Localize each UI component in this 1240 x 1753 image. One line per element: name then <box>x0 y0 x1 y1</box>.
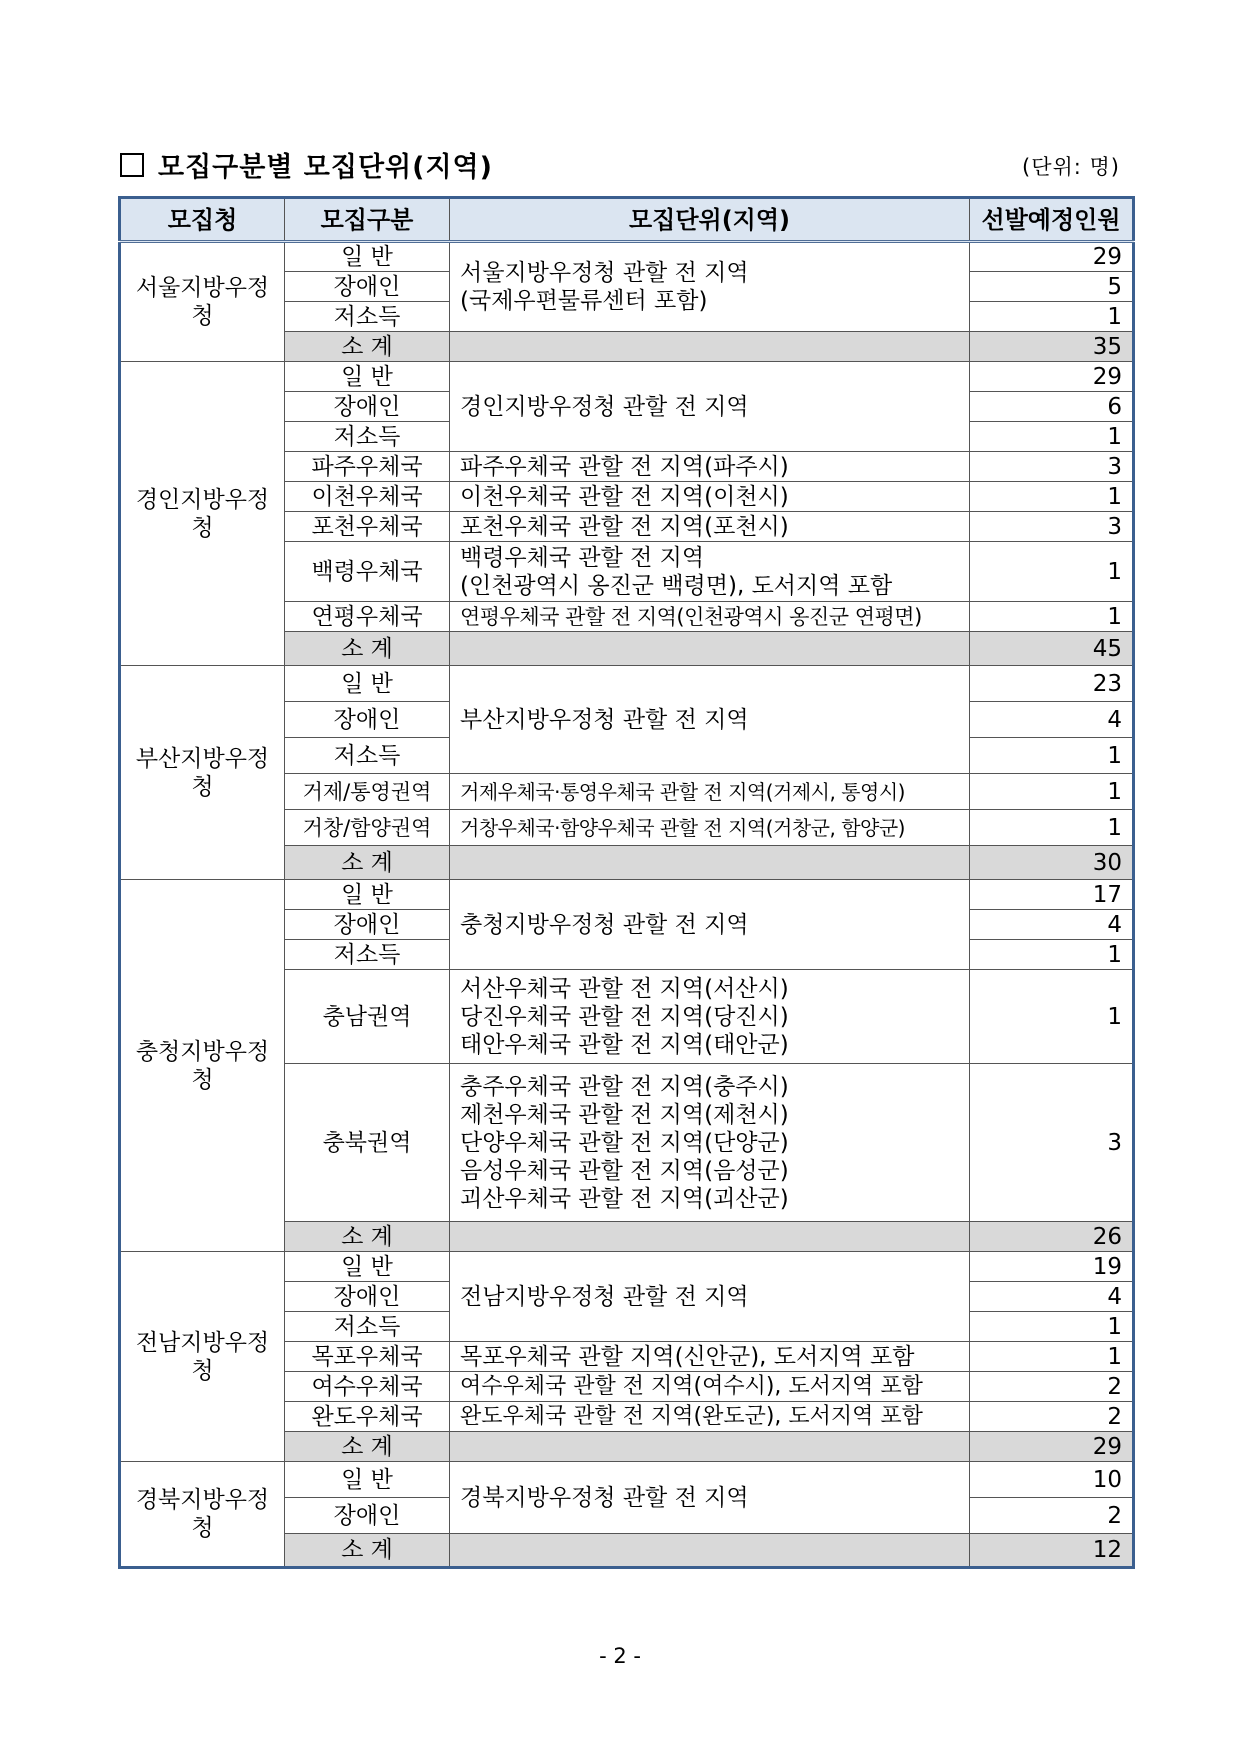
office-name: 전남지방우정청 <box>120 1252 285 1462</box>
category-cell: 장애인 <box>285 1282 450 1312</box>
subtotal-value: 12 <box>970 1534 1134 1568</box>
region-line: 태안우체국 관할 전 지역(태안군) <box>460 1031 789 1058</box>
quota-cell: 1 <box>970 482 1134 512</box>
quota-cell: 10 <box>970 1462 1134 1498</box>
page-number: - 2 - <box>599 1644 641 1668</box>
quota-cell: 3 <box>970 1064 1134 1222</box>
table-row <box>120 880 1134 910</box>
region-cell: 이천우체국 관할 전 지역(이천시) <box>450 482 970 512</box>
region-cell: 부산지방우정청 관할 전 지역 <box>450 666 970 774</box>
quota-cell: 1 <box>970 940 1134 970</box>
category-cell: 장애인 <box>285 392 450 422</box>
quota-cell: 1 <box>970 1342 1134 1372</box>
region-line: 괴산우체국 관할 전 지역(괴산군) <box>460 1185 789 1212</box>
region-line: 단양우체국 관할 전 지역(단양군) <box>460 1129 789 1156</box>
category-cell: 일 반 <box>285 362 450 392</box>
region-cell: 거창우체국·함양우체국 관할 전 지역(거창군, 함양군) <box>450 810 970 846</box>
header-office: 모집청 <box>120 198 285 242</box>
category-cell: 파주우체국 <box>285 452 450 482</box>
subtotal-label: 소 계 <box>285 1432 450 1462</box>
subtotal-label: 소 계 <box>285 632 450 666</box>
subtotal-blank <box>450 1432 970 1462</box>
office-name: 경북지방우정청 <box>120 1462 285 1568</box>
region-line: 제천우체국 관할 전 지역(제천시) <box>460 1101 789 1128</box>
region-cell: 목포우체국 관할 지역(신안군), 도서지역 포함 <box>450 1342 970 1372</box>
table-row <box>120 242 1134 272</box>
quota-cell: 29 <box>970 242 1134 272</box>
office-name: 충청지방우정청 <box>120 880 285 1252</box>
title-row <box>120 145 1120 185</box>
quota-cell: 3 <box>970 512 1134 542</box>
category-cell: 백령우체국 <box>285 542 450 602</box>
subtotal-label: 소 계 <box>285 332 450 362</box>
quota-cell: 4 <box>970 1282 1134 1312</box>
quota-cell: 1 <box>970 422 1134 452</box>
category-cell: 포천우체국 <box>285 512 450 542</box>
category-cell: 거제/통영권역 <box>285 774 450 810</box>
subtotal-blank <box>450 632 970 666</box>
subtotal-value: 30 <box>970 846 1134 880</box>
office-name: 경인지방우정청 <box>120 362 285 666</box>
category-cell: 충남권역 <box>285 970 450 1064</box>
quota-cell: 17 <box>970 880 1134 910</box>
office-name: 서울지방우정청 <box>120 242 285 362</box>
quota-cell: 3 <box>970 452 1134 482</box>
category-cell: 저소득 <box>285 940 450 970</box>
region-cell: 경북지방우정청 관할 전 지역 <box>450 1462 970 1534</box>
region-cell: 연평우체국 관할 전 지역(인천광역시 옹진군 연평면) <box>450 602 970 632</box>
quota-cell: 1 <box>970 542 1134 602</box>
category-cell: 이천우체국 <box>285 482 450 512</box>
region-cell <box>450 1064 970 1222</box>
region-cell <box>450 542 970 602</box>
table-row <box>120 1252 1134 1282</box>
region-cell: 완도우체국 관할 전 지역(완도군), 도서지역 포함 <box>450 1402 970 1432</box>
quota-cell: 5 <box>970 272 1134 302</box>
quota-cell: 1 <box>970 738 1134 774</box>
region-line: 음성우체국 관할 전 지역(음성군) <box>460 1157 789 1184</box>
office-name: 부산지방우정청 <box>120 666 285 880</box>
subtotal-label: 소 계 <box>285 846 450 880</box>
table-row <box>120 1462 1134 1498</box>
subtotal-blank <box>450 846 970 880</box>
quota-cell: 19 <box>970 1252 1134 1282</box>
subtotal-value: 35 <box>970 332 1134 362</box>
section-title <box>120 145 493 184</box>
category-cell: 장애인 <box>285 702 450 738</box>
subtotal-blank <box>450 1222 970 1252</box>
quota-cell: 1 <box>970 302 1134 332</box>
category-cell: 저소득 <box>285 1312 450 1342</box>
subtotal-value: 26 <box>970 1222 1134 1252</box>
table-row <box>120 666 1134 702</box>
category-cell: 완도우체국 <box>285 1402 450 1432</box>
subtotal-value: 29 <box>970 1432 1134 1462</box>
subtotal-blank <box>450 1534 970 1568</box>
header-quota: 선발예정인원 <box>970 198 1134 242</box>
category-cell: 저소득 <box>285 422 450 452</box>
quota-cell: 1 <box>970 774 1134 810</box>
quota-cell: 1 <box>970 810 1134 846</box>
region-cell: 거제우체국·통영우체국 관할 전 지역(거제시, 통영시) <box>450 774 970 810</box>
region-line: (인천광역시 옹진군 백령면), 도서지역 포함 <box>460 572 893 599</box>
region-line: 백령우체국 관할 전 지역 <box>460 544 705 571</box>
quota-cell: 2 <box>970 1372 1134 1402</box>
category-cell: 장애인 <box>285 910 450 940</box>
quota-cell: 2 <box>970 1498 1134 1534</box>
category-cell: 충북권역 <box>285 1064 450 1222</box>
category-cell: 일 반 <box>285 666 450 702</box>
region-line: (국제우편물류센터 포함) <box>460 288 708 314</box>
quota-cell: 29 <box>970 362 1134 392</box>
subtotal-value: 45 <box>970 632 1134 666</box>
region-cell: 파주우체국 관할 전 지역(파주시) <box>450 452 970 482</box>
region-line: 서울지방우정청 관할 전 지역 <box>460 260 749 286</box>
region-cell: 충청지방우정청 관할 전 지역 <box>450 880 970 970</box>
category-cell: 일 반 <box>285 880 450 910</box>
region-cell: 경인지방우정청 관할 전 지역 <box>450 362 970 452</box>
region-line: 충주우체국 관할 전 지역(충주시) <box>460 1073 789 1100</box>
recruitment-table <box>118 196 1135 1569</box>
region-line: 서산우체국 관할 전 지역(서산시) <box>460 975 789 1002</box>
region-cell: 전남지방우정청 관할 전 지역 <box>450 1252 970 1342</box>
subtotal-blank <box>450 332 970 362</box>
category-cell: 일 반 <box>285 242 450 272</box>
region-cell: 포천우체국 관할 전 지역(포천시) <box>450 512 970 542</box>
quota-cell: 1 <box>970 602 1134 632</box>
category-cell: 일 반 <box>285 1252 450 1282</box>
header-category: 모집구분 <box>285 198 450 242</box>
checkbox-square-icon <box>120 153 144 177</box>
quota-cell: 1 <box>970 970 1134 1064</box>
region-cell: 여수우체국 관할 전 지역(여수시), 도서지역 포함 <box>450 1372 970 1402</box>
category-cell: 장애인 <box>285 272 450 302</box>
category-cell: 연평우체국 <box>285 602 450 632</box>
category-cell: 일 반 <box>285 1462 450 1498</box>
category-cell: 저소득 <box>285 738 450 774</box>
quota-cell: 2 <box>970 1402 1134 1432</box>
quota-cell: 1 <box>970 1312 1134 1342</box>
region-cell <box>450 970 970 1064</box>
quota-cell: 6 <box>970 392 1134 422</box>
category-cell: 거창/함양권역 <box>285 810 450 846</box>
category-cell: 목포우체국 <box>285 1342 450 1372</box>
category-cell: 저소득 <box>285 302 450 332</box>
table-header-row <box>120 198 1134 242</box>
region-cell <box>450 242 970 332</box>
region-line: 당진우체국 관할 전 지역(당진시) <box>460 1003 789 1030</box>
unit-label: (단위: 명) <box>1022 155 1120 179</box>
category-cell: 장애인 <box>285 1498 450 1534</box>
quota-cell: 4 <box>970 910 1134 940</box>
quota-cell: 23 <box>970 666 1134 702</box>
subtotal-label: 소 계 <box>285 1222 450 1252</box>
section-title-text: 모집구분별 모집단위(지역) <box>158 152 493 183</box>
header-region: 모집단위(지역) <box>450 198 970 242</box>
quota-cell: 4 <box>970 702 1134 738</box>
subtotal-label: 소 계 <box>285 1534 450 1568</box>
category-cell: 여수우체국 <box>285 1372 450 1402</box>
table-row <box>120 362 1134 392</box>
